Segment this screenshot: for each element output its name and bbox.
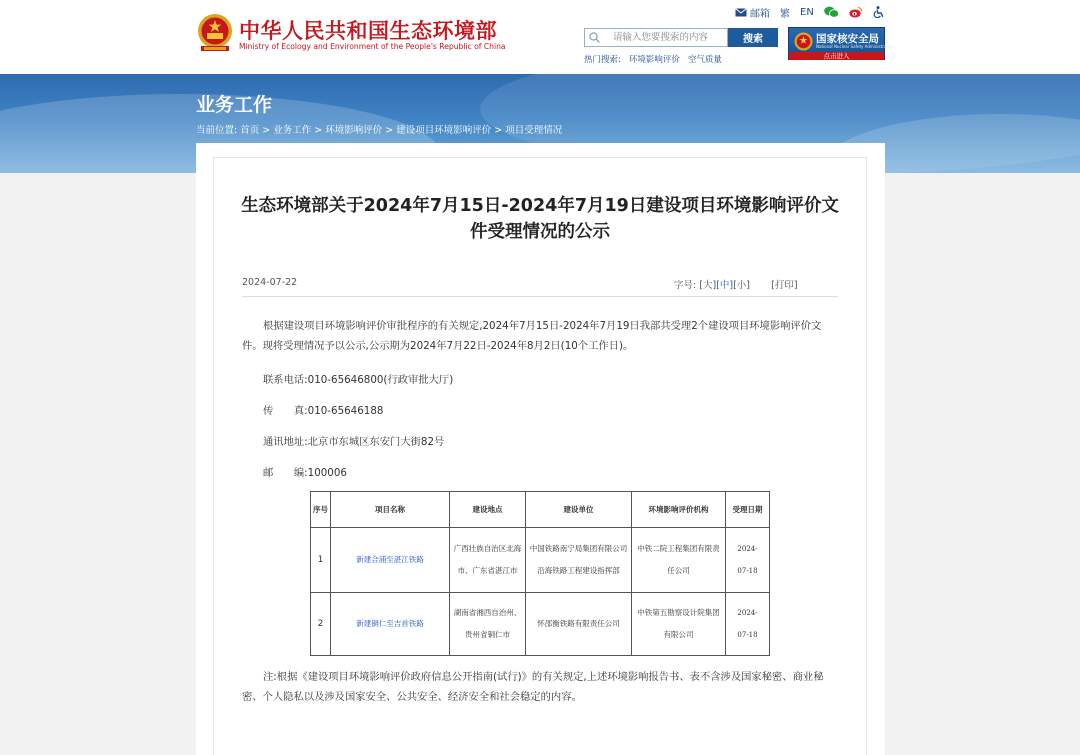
search-icon bbox=[589, 32, 600, 43]
font-size-medium[interactable]: [中] bbox=[716, 280, 734, 291]
font-size-label: 字号: bbox=[674, 280, 697, 291]
search-input[interactable] bbox=[605, 29, 727, 46]
hot-search bbox=[584, 53, 722, 65]
nsa-name-en: National Nuclear Safety Administration bbox=[816, 44, 894, 49]
hot-search-item-air-quality[interactable]: 空气质量 bbox=[687, 55, 722, 65]
table-row bbox=[311, 593, 770, 656]
table-header-row bbox=[311, 492, 770, 528]
cell-date: 2024-07-18 bbox=[726, 593, 770, 656]
publish-date: 2024-07-22 bbox=[242, 277, 298, 288]
search-box bbox=[584, 28, 728, 47]
contact-phone: 联系电话:010-65646800(行政审批大厅) bbox=[263, 374, 454, 386]
breadcrumb[interactable]: 当前位置: 首页 > 业务工作 > 环境影响评价 > 建设项目环境影响评价 > 项目受理情况 bbox=[196, 125, 563, 136]
nsa-emblem-icon bbox=[794, 32, 813, 51]
col-header-no: 序号 bbox=[311, 492, 331, 528]
cell-location: 广西壮族自治区北海市、广东省湛江市 bbox=[450, 528, 526, 593]
site-subtitle-en: Ministry of Ecology and Environment of the People's Republic of China bbox=[239, 42, 506, 51]
cell-location: 湖南省湘西自治州、贵州省铜仁市 bbox=[450, 593, 526, 656]
site-title[interactable]: 中华人民共和国生态环境部 bbox=[239, 19, 497, 43]
nuclear-safety-banner[interactable] bbox=[788, 27, 894, 60]
table-row bbox=[311, 528, 770, 593]
divider bbox=[242, 296, 838, 297]
article-card bbox=[213, 157, 867, 755]
cell-agency: 中铁第五勘察设计院集团有限公司 bbox=[632, 593, 726, 656]
contact-postcode: 邮 编:100006 bbox=[263, 467, 347, 479]
section-title: 业务工作 bbox=[196, 94, 273, 116]
font-size-small[interactable]: [小] bbox=[733, 280, 750, 291]
article-title: 生态环境部关于2024年7月15日-2024年7月19日建设项目环境影响评价文件受理情况的公示 bbox=[241, 196, 839, 242]
contact-address: 通讯地址:北京市东城区东安门大街82号 bbox=[263, 436, 445, 448]
english-link[interactable]: EN bbox=[800, 6, 814, 18]
top-links bbox=[735, 4, 884, 20]
project-table bbox=[310, 491, 770, 656]
search-button[interactable]: 搜索 bbox=[728, 28, 778, 47]
note-paragraph: 注:根据《建设项目环境影响评价政府信息公开指南(试行)》的有关规定,上述环境影响报告书、表不含涉及国家秘密、商业秘密、个人隐私以及涉及国家安全、公共安全、经济安全和社会稳定的内容。 bbox=[242, 671, 824, 703]
intro-paragraph: 根据建设项目环境影响评价审批程序的有关规定,2024年7月15日-2024年7月19日我部共受理2个建设项目环境影响评价文件。现将受理情况予以公示,公示期为2024年7月22日-2024年8月2日(10个工作日)。 bbox=[242, 320, 822, 352]
col-header-location: 建设地点 bbox=[450, 492, 526, 528]
mail-icon bbox=[735, 8, 747, 17]
col-header-date: 受理日期 bbox=[726, 492, 770, 528]
col-header-name: 项目名称 bbox=[331, 492, 450, 528]
cell-no: 1 bbox=[311, 528, 331, 593]
mail-link[interactable] bbox=[735, 5, 770, 20]
cell-no: 2 bbox=[311, 593, 331, 656]
hot-search-item-eia[interactable]: 环境影响评价 bbox=[628, 55, 680, 65]
nsa-name: 国家核安全局 bbox=[816, 33, 879, 45]
traditional-chinese-link[interactable]: 繁 bbox=[780, 8, 790, 20]
print-button[interactable]: [打印] bbox=[771, 280, 798, 291]
site-header bbox=[0, 0, 1080, 74]
cell-date: 2024-07-18 bbox=[726, 528, 770, 593]
project-link[interactable]: 新建铜仁至吉首铁路 bbox=[331, 593, 450, 656]
article-tools bbox=[674, 277, 798, 291]
accessibility-icon[interactable] bbox=[873, 6, 884, 18]
wechat-icon[interactable] bbox=[824, 6, 839, 18]
font-size-large[interactable]: [大] bbox=[699, 280, 717, 291]
mail-label: 邮箱 bbox=[750, 8, 770, 20]
weibo-icon[interactable] bbox=[849, 6, 863, 18]
cell-builder: 怀邵衡铁路有限责任公司 bbox=[526, 593, 632, 656]
cell-agency: 中铁二院工程集团有限责任公司 bbox=[632, 528, 726, 593]
contact-fax: 传 真:010-65646188 bbox=[263, 405, 384, 417]
nsa-enter-label: 点击进入 bbox=[789, 52, 884, 60]
col-header-agency: 环境影响评价机构 bbox=[632, 492, 726, 528]
hot-search-label: 热门搜索: bbox=[584, 55, 621, 65]
cell-builder: 中国铁路南宁局集团有限公司沿海铁路工程建设指挥部 bbox=[526, 528, 632, 593]
project-link[interactable]: 新建合浦至湛江铁路 bbox=[331, 528, 450, 593]
col-header-builder: 建设单位 bbox=[526, 492, 632, 528]
national-emblem-icon[interactable] bbox=[196, 13, 234, 53]
